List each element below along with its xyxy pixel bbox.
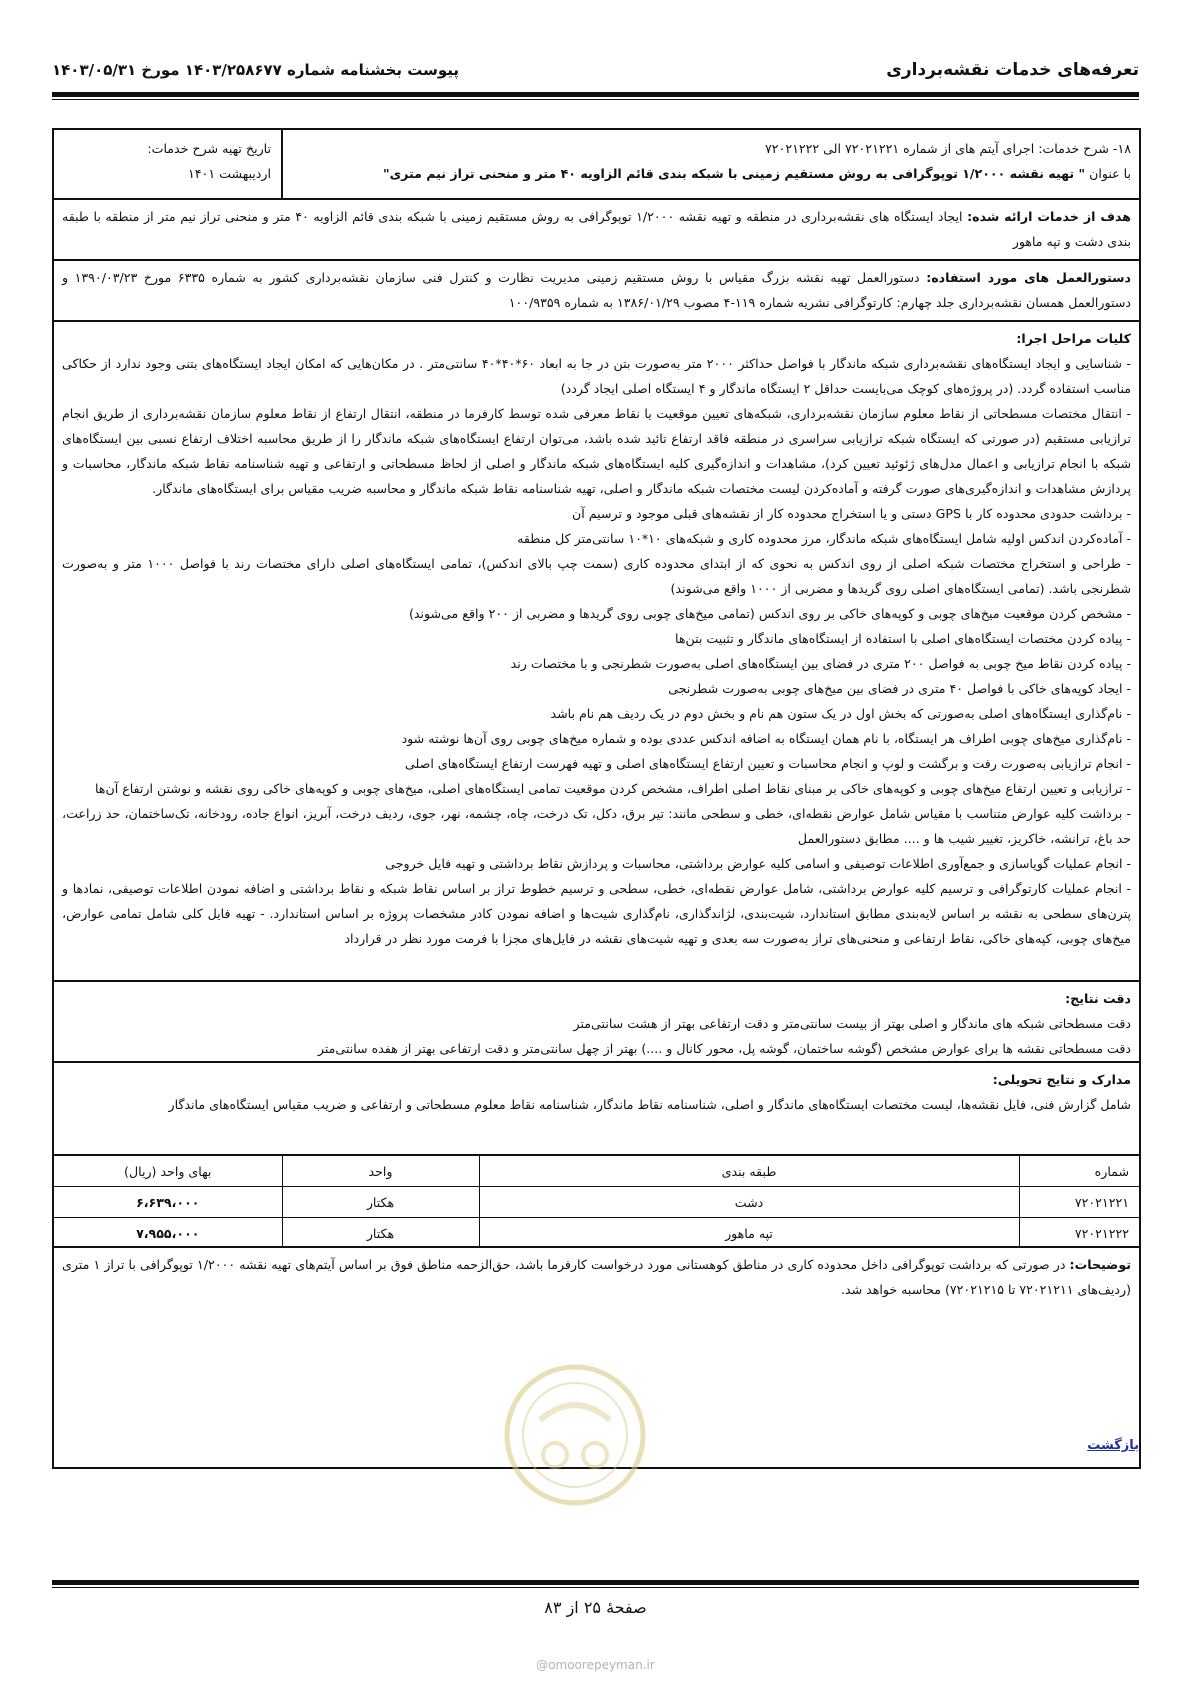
page-header xyxy=(52,50,1139,90)
deliverables-text: شامل گزارش فنی، فایل نقشه‌ها، لیست مختصات ایستگاه‌های ماندگار و اصلی، شناسنامه نقاط ماندگار، شناسنامه نقاط معلوم مسطحاتی و ارتفاعی و ضریب مقیاس ایستگاه‌های ماندگار xyxy=(168,1097,1131,1112)
back-link[interactable]: بازگشت xyxy=(1087,1438,1139,1453)
service-date-label: تاریخ تهیه شرح خدمات: xyxy=(147,141,271,156)
tariff-header-code: شماره xyxy=(1019,1156,1139,1187)
step-item: - نام‌گذاری میخ‌های چوبی اطراف هر ایستگاه، با نام همان ایستگاه به اضافه اندکس عددی بوده و شماره میخ‌های چوبی روی آن‌ها نوشته شود xyxy=(401,731,1131,746)
step-item: - برداشت کلیه عوارض متناسب با مقیاس شامل عوارض نقطه‌ای، خطی و سطحی مانند: تیر برق، دکل، تک درخت، چاه، چشمه، نهر، جوی، ردیف درخت، آبریز، انواع جاده، رودخانه، تک‌ساختمان، حد زراعت، حد باغ، ترانشه، خاکریز، تغییر شیب ها و .... مطابق دستورالعمل xyxy=(62,806,1131,846)
header-rule xyxy=(52,92,1139,97)
step-item: - مشخص کردن موقعیت میخ‌های چوبی و کوپه‌های خاکی بر روی اندکس (تمامی میخ‌های چوبی روی گریدها و مضربی از ۲۰۰ واقع می‌شوند) xyxy=(408,606,1131,621)
steps-label: کلیات مراحل اجرا: xyxy=(1016,331,1131,346)
footer-website: @omoorepeyman.ir xyxy=(536,1658,655,1672)
notes-section xyxy=(54,1246,1139,1315)
service-date-cell xyxy=(54,130,283,198)
document-title: تعرفه‌های خدمات نقشه‌برداری xyxy=(886,60,1139,80)
accuracy-label: دقت نتایج: xyxy=(1065,991,1131,1006)
service-title-line xyxy=(291,161,1131,186)
table-row xyxy=(54,1218,1139,1249)
tariff-header-row xyxy=(54,1156,1139,1187)
notes-label: توضیحات: xyxy=(1069,1257,1131,1272)
tariff-header-class: طبقه بندی xyxy=(479,1156,1019,1187)
step-item: - نام‌گذاری ایستگاه‌های اصلی به‌صورتی که بخش اول در یک ستون هم نام و بخش دوم در یک ردیف هم نام باشد xyxy=(550,706,1131,721)
step-item: - آماده‌کردن اندکس اولیه شامل ایستگاه‌های شبکه ماندگار، مرز محدوده کاری و شبکه‌های ۱۰*۱۰ سانتی‌متر کل منطقه xyxy=(517,531,1131,546)
tariff-section xyxy=(54,1154,1139,1246)
tariff-code: ۷۲۰۲۱۲۲۱ xyxy=(1019,1187,1139,1218)
step-item: - پیاده کردن نقاط میخ چوبی به فواصل ۲۰۰ متری در فضای بین ایستگاه‌های اصلی به‌صورت شطرنجی و با مختصات رند xyxy=(510,656,1131,671)
service-sheet xyxy=(52,128,1141,1469)
step-item: - ترازیابی و تعیین ارتفاع میخ‌های چوبی و کوپه‌های خاکی بر مبنای نقاط اصلی اطراف، مشخص کردن موقعیت تمامی ایستگاه‌های اصلی، میخ‌های چوبی و کوپه‌های خاکی روی نقشه و نوشتن ارتفاع آن‌ها xyxy=(94,781,1131,796)
step-item: - انتقال مختصات مسطحاتی از نقاط معلوم سازمان نقشه‌برداری، شبکه‌های تعیین موقعیت یا نقاط معرفی شده توسط کارفرما در منطقه، انتقال ارتفاع از نقاط معلوم سازمان نقشه‌برداری از طریق انجام ترازیابی مستقیم (در صورتی که ایستگاه شبکه ترازیابی سراسری در منطقه فاقد ارتفاع تائید شده باشد، می‌توان ارتفاع ایستگاه‌های شبکه ماندگار را از طریق محاسبه اختلاف ارتفاع نسبی بین ایستگاه‌های شبکه با انجام ترازیابی و اعمال مدل‌های ژئوئید تعیین کرد)، مشاهدات و اندازه‌گیری کلیه ایستگاه‌های شبکه ماندگار و اصلی از لحاظ مسطحاتی و ارتفاعی و تهیه شناسنامه نقاط شبکه ماندگار، محاسبات و پردازش مشاهدات و اندازه‌گیری‌های صورت گرفته و آماده‌کردن لیست مختصات شبکه ماندگار و اصلی، تهیه شناسنامه نقاط شبکه ماندگار و محاسبه ضریب مقیاس برای ایستگاه‌های ماندگار. xyxy=(62,406,1131,496)
goal-section xyxy=(54,198,1139,259)
service-title-prefix: با عنوان xyxy=(1085,166,1131,181)
instructions-section xyxy=(54,259,1139,320)
table-row xyxy=(54,1187,1139,1218)
goal-label: هدف از خدمات ارائه شده: xyxy=(967,209,1131,224)
tariff-unit: هکتار xyxy=(282,1187,479,1218)
steps-section xyxy=(54,320,1139,980)
tariff-code: ۷۲۰۲۱۲۲۲ xyxy=(1019,1218,1139,1249)
step-item: - پیاده کردن مختصات ایستگاه‌های اصلی با استفاده از ایستگاه‌های ماندگار و تثبیت بتن‌ها xyxy=(675,631,1131,646)
step-item: - انجام عملیات کارتوگرافی و ترسیم کلیه عوارض برداشتی، شامل عوارض نقطه‌ای، خطی، سطحی و ترسیم خطوط تراز بر اساس نقاط شبکه و نقاط برداشتی و اضافه نمودن اطلاعات توصیفی، نمادها و پترن‌های سطحی به نقشه بر اساس لایه‌بندی مطابق استاندارد، شیت‌بندی، لژاندگذاری، نام‌گذاری شیت‌ها و اضافه نمودن کادر مشخصات پروژه بر اساس استاندارد. - تهیه فایل کلی شامل تمامی عوارض، میخ‌های چوبی، کپه‌های خاکی، نقاط ارتفاعی و منحنی‌های تراز به‌صورت سه بعدی و تهیه شیت‌های نقشه در فایل‌های مجزا با فرمت مورد نظر در قرارداد xyxy=(62,881,1131,946)
footer-rule xyxy=(52,1580,1139,1585)
service-items-line: ۱۸- شرح خدمات: اجرای آیتم های از شماره ۷۲۰۲۱۲۲۱ الی ۷۲۰۲۱۲۲۲ xyxy=(765,141,1131,156)
goal-text: ایجاد ایستگاه های نقشه‌برداری در منطقه و تهیه نقشه ۱/۲۰۰۰ توپوگرافی به روش مستقیم زمینی با شبکه بندی قائم الزاویه ۴۰ متر و منحنی تراز نیم متر از منطقه با طبقه بندی دشت و تپه ماهور xyxy=(62,209,1131,249)
step-item: - انجام ترازیابی به‌صورت رفت و برگشت و لوپ و انجام محاسبات و تعیین ارتفاع ایستگاه‌های اصلی و تهیه فهرست ارتفاع ایستگاه‌های اصلی xyxy=(405,756,1131,771)
tariff-header-price: بهای واحد (ریال) xyxy=(54,1156,282,1187)
instructions-text: دستورالعمل تهیه نقشه بزرگ مقیاس با روش مستقیم زمینی مدیریت نظارت و کنترل فنی سازمان نقشه‌برداری کشور به شماره ۶۳۳۵ مورخ ۱۳۹۰/۰۳/۲۳ و دستورالعمل همسان نقشه‌برداری جلد چهارم: کارتوگرافی نشریه شماره ۱۱۹-۴ مصوب ۱۳۸۶/۰۱/۲۹ به شماره ۱۰۰/۹۳۵۹ xyxy=(62,270,1131,310)
tariff-price: ۶،۶۳۹،۰۰۰ xyxy=(54,1187,282,1218)
tariff-header-unit: واحد xyxy=(282,1156,479,1187)
header-rule-thin xyxy=(52,99,1139,100)
tariff-class: دشت xyxy=(479,1187,1019,1218)
page-number: صفحهٔ ۲۵ از ۸۳ xyxy=(544,1598,647,1617)
tariff-table xyxy=(54,1156,1139,1248)
tariff-class: تپه ماهور xyxy=(479,1218,1019,1249)
footer-rule-thin xyxy=(52,1587,1139,1588)
step-item: - طراحی و استخراج مختصات شبکه اصلی از روی اندکس به نحوی که از ابتدای محدوده کاری (سمت چپ بالای اندکس)، تمامی ایستگاه‌های اصلی دارای مختصات رند با فواصل ۱۰۰۰ متر و به‌صورت شطرنجی باشد. (تمامی ایستگاه‌های اصلی روی گریدها و مضربی از ۱۰۰۰ واقع می‌شوند) xyxy=(62,556,1132,596)
tariff-unit: هکتار xyxy=(282,1218,479,1249)
accuracy-line: دقت مسطحاتی نقشه ها برای عوارض مشخص (گوشه ساختمان، گوشه پل، محور کانال و ....) بهتر از چهل سانتی‌متر و دقت ارتفاعی بهتر از هفده سانتی‌متر xyxy=(317,1041,1131,1056)
notes-text: در صورتی که برداشت توپوگرافی داخل محدوده کاری در مناطق کوهستانی مورد درخواست کارفرما باشد، حق‌الزحمه مناطق فوق بر اساس آیتم‌های تهیه نقشه ۱/۲۰۰۰ توپوگرافی با تراز ۱ متری (ردیف‌های ۷۲۰۲۱۲۱۱ تا ۷۲۰۲۱۲۱۵) محاسبه خواهد شد. xyxy=(62,1257,1131,1297)
attachment-reference: پیوست بخشنامه شماره ۱۴۰۳/۲۵۸۶۷۷ مورخ ۱۴۰۳/۰۵/۳۱ xyxy=(52,61,460,79)
service-date-value: اردیبهشت ۱۴۰۱ xyxy=(188,166,271,181)
tariff-price: ۷،۹۵۵،۰۰۰ xyxy=(54,1218,282,1249)
accuracy-section xyxy=(54,980,1139,1061)
service-title: " تهیه نقشه ۱/۲۰۰۰ توپوگرافی به روش مستقیم زمینی با شبکه بندی قائم الزاویه ۴۰ متر و منحنی تراز نیم متری" xyxy=(383,166,1086,181)
seal-watermark-icon xyxy=(500,1360,650,1510)
service-description-row xyxy=(54,130,1139,198)
service-description xyxy=(283,130,1139,192)
deliverables-label: مدارک و نتایج تحویلی: xyxy=(992,1072,1131,1087)
step-item: - شناسایی و ایجاد ایستگاه‌های نقشه‌برداری شبکه ماندگار با فواصل حداکثر ۲۰۰۰ متر به‌صورت بتن در جا به ابعاد ۶۰*۴۰*۴۰ سانتی‌متر . در مکان‌هایی که امکان ایجاد ایستگاه‌های بتنی وجود ندارد از حکاکی مناسب استفاده گردد. (در پروژه‌های کوچک می‌بایست حداقل ۲ ایستگاه ماندگار و ۴ ایستگاه اصلی ایجاد گردد) xyxy=(62,356,1132,396)
accuracy-line: دقت مسطحاتی شبکه های ماندگار و اصلی بهتر از بیست سانتی‌متر و دقت ارتفاعی بهتر از هشت سانتی‌متر xyxy=(573,1016,1131,1031)
deliverables-section xyxy=(54,1061,1139,1154)
step-item: - برداشت حدودی محدوده کار با GPS دستی و یا استخراج محدوده کار از نقشه‌های قبلی موجود و ترسیم آن xyxy=(572,506,1131,521)
instructions-label: دستورالعمل های مورد استفاده: xyxy=(926,270,1131,285)
step-item: - انجام عملیات گویاسازی و جمع‌آوری اطلاعات توصیفی و اسامی کلیه عوارض برداشتی، محاسبات و پردازش نقاط برداشتی و تهیه فایل خروجی xyxy=(385,856,1131,871)
step-item: - ایجاد کوپه‌های خاکی با فواصل ۴۰ متری در فضای بین میخ‌های چوبی به‌صورت شطرنجی xyxy=(668,681,1131,696)
